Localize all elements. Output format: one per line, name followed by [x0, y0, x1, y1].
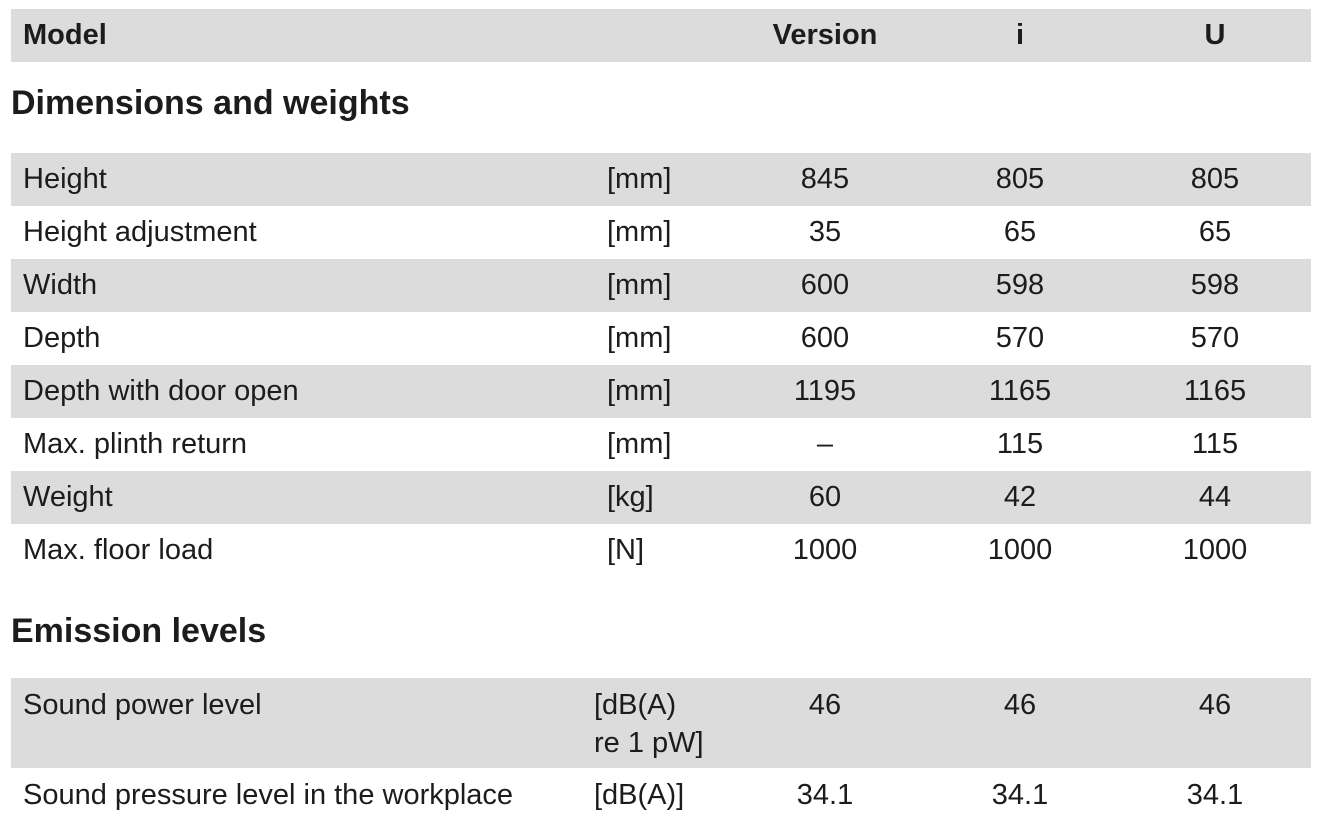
row-value-version: 845 [800, 163, 850, 195]
section-title-emission: Emission levels [11, 612, 267, 650]
row-label: Depth with door open [23, 375, 299, 407]
row-unit: [N] [607, 534, 645, 566]
row-unit: [mm] [607, 216, 672, 248]
row-value-version: 60 [808, 481, 842, 513]
header-u: U [1204, 19, 1226, 51]
row-value-version: 46 [808, 689, 842, 721]
row-value-i: 42 [1003, 481, 1037, 513]
row-value-u: 115 [1191, 428, 1239, 460]
row-unit: [kg] [607, 481, 654, 513]
row-value-i: 1165 [988, 375, 1052, 407]
row-label: Sound pressure level in the workplace [23, 779, 514, 811]
row-label: Max. plinth return [23, 428, 248, 460]
table-row [11, 678, 1311, 768]
row-unit [594, 686, 704, 762]
row-value-u: 1000 [1182, 534, 1248, 566]
spec-table [11, 9, 1311, 824]
row-value-i: 34.1 [991, 779, 1049, 811]
row-label: Width [23, 269, 98, 301]
row-label: Depth [23, 322, 101, 354]
table-row [11, 418, 1311, 471]
row-label: Sound power level [23, 689, 262, 721]
row-value-u: 46 [1198, 689, 1232, 721]
row-value-version: – [816, 428, 834, 460]
row-label: Height adjustment [23, 216, 257, 248]
row-unit-line: [dB(A) [594, 689, 677, 721]
table-row [11, 259, 1311, 312]
row-value-i: 65 [1003, 216, 1037, 248]
row-value-u: 65 [1198, 216, 1232, 248]
row-unit: [mm] [607, 269, 672, 301]
row-unit: [mm] [607, 163, 672, 195]
row-value-version: 1195 [793, 375, 857, 407]
section-title-dimensions: Dimensions and weights [11, 84, 410, 122]
row-value-u: 1165 [1183, 375, 1247, 407]
table-row [11, 153, 1311, 206]
header-model: Model [23, 19, 107, 51]
table-row [11, 471, 1311, 524]
row-value-u: 570 [1190, 322, 1240, 354]
row-value-u: 805 [1190, 163, 1240, 195]
table-header-row [11, 9, 1311, 62]
row-value-version: 35 [808, 216, 842, 248]
row-value-version: 600 [800, 269, 850, 301]
row-value-u: 34.1 [1186, 779, 1244, 811]
row-value-i: 1000 [987, 534, 1053, 566]
header-version: Version [772, 19, 878, 51]
row-label: Weight [23, 481, 113, 513]
row-unit: [mm] [607, 428, 672, 460]
header-i: i [1015, 19, 1025, 51]
row-value-i: 570 [995, 322, 1045, 354]
row-label: Max. floor load [23, 534, 214, 566]
row-value-version: 34.1 [796, 779, 854, 811]
row-unit-line: re 1 pW] [594, 727, 704, 759]
table-row [11, 312, 1311, 365]
row-label: Height [23, 163, 107, 195]
row-value-u: 44 [1198, 481, 1232, 513]
table-row [11, 365, 1311, 418]
row-value-i: 805 [995, 163, 1045, 195]
row-unit: [mm] [607, 375, 672, 407]
row-value-i: 598 [995, 269, 1045, 301]
row-value-i: 46 [1003, 689, 1037, 721]
row-value-version: 600 [800, 322, 850, 354]
table-row [11, 768, 1311, 824]
row-unit: [dB(A)] [594, 779, 685, 811]
table-row [11, 206, 1311, 259]
row-value-u: 598 [1190, 269, 1240, 301]
table-row [11, 524, 1311, 577]
row-unit: [mm] [607, 322, 672, 354]
row-value-i: 115 [996, 428, 1044, 460]
row-value-version: 1000 [792, 534, 858, 566]
